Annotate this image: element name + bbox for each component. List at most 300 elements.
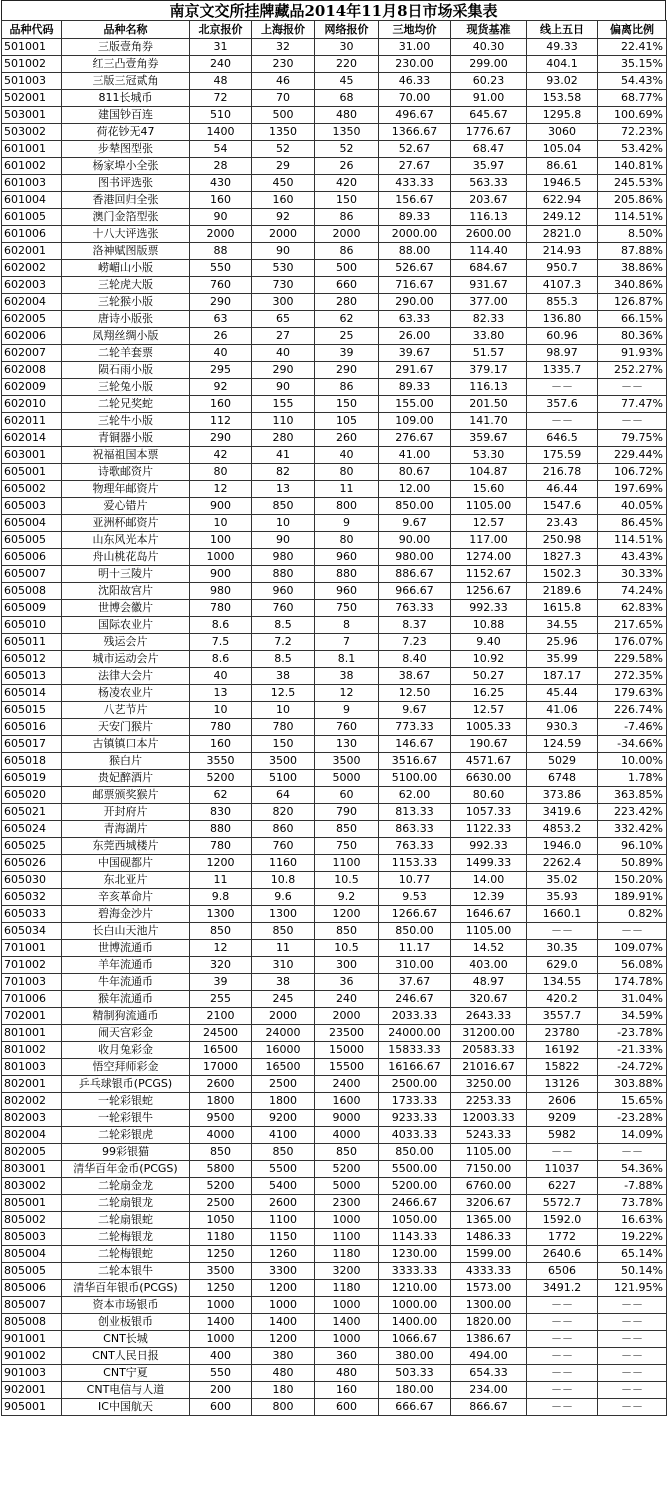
shanghai-price: 2000 (252, 226, 315, 243)
average-price: 89.33 (379, 209, 451, 226)
spot-benchmark: 494.00 (451, 1348, 527, 1365)
online-five-day: 2821.0 (527, 226, 598, 243)
item-name: 杨家埠小全张 (62, 158, 190, 175)
deviation-ratio: 1.78% (598, 770, 667, 787)
item-name: 闹天宫彩金 (62, 1025, 190, 1042)
item-name: 贵妃醉酒片 (62, 770, 190, 787)
item-code: 605001 (2, 464, 62, 481)
beijing-price: 4000 (190, 1127, 252, 1144)
online-price: 1180 (315, 1280, 379, 1297)
deviation-ratio: 126.87% (598, 294, 667, 311)
deviation-ratio: 22.41% (598, 39, 667, 56)
item-code: 602001 (2, 243, 62, 260)
shanghai-price: 310 (252, 957, 315, 974)
item-name: 凤翔丝绸小版 (62, 328, 190, 345)
average-price: 1000.00 (379, 1297, 451, 1314)
spot-benchmark: 141.70 (451, 413, 527, 430)
online-price: 2000 (315, 226, 379, 243)
beijing-price: 92 (190, 379, 252, 396)
spot-benchmark: 15.60 (451, 481, 527, 498)
table-row (2, 90, 667, 107)
item-name: CNT电信与人道 (62, 1382, 190, 1399)
shanghai-price: 2600 (252, 1195, 315, 1212)
beijing-price: 290 (190, 294, 252, 311)
table-row (2, 770, 667, 787)
item-name: 创业板银币 (62, 1314, 190, 1331)
average-price: 9.53 (379, 889, 451, 906)
beijing-price: 7.5 (190, 634, 252, 651)
shanghai-price: 530 (252, 260, 315, 277)
beijing-price: 5200 (190, 770, 252, 787)
online-five-day: 1946.0 (527, 838, 598, 855)
shanghai-price: 5100 (252, 770, 315, 787)
spot-benchmark: 3250.00 (451, 1076, 527, 1093)
table-row (2, 430, 667, 447)
table-row (2, 1246, 667, 1263)
deviation-ratio: 30.33% (598, 566, 667, 583)
column-header: 北京报价 (190, 21, 252, 39)
deviation-ratio: 114.51% (598, 532, 667, 549)
average-price: 9.67 (379, 702, 451, 719)
deviation-ratio: 35.15% (598, 56, 667, 73)
deviation-ratio: 229.44% (598, 447, 667, 464)
online-price: 1000 (315, 1331, 379, 1348)
online-five-day: 950.7 (527, 260, 598, 277)
online-five-day: 855.3 (527, 294, 598, 311)
online-price: 760 (315, 719, 379, 736)
online-price: 4000 (315, 1127, 379, 1144)
item-code: 605015 (2, 702, 62, 719)
average-price: 3516.67 (379, 753, 451, 770)
deviation-ratio: 100.69% (598, 107, 667, 124)
spot-benchmark: 40.30 (451, 39, 527, 56)
average-price: 9.67 (379, 515, 451, 532)
shanghai-price: 180 (252, 1382, 315, 1399)
table-row (2, 1314, 667, 1331)
online-five-day: 93.02 (527, 73, 598, 90)
item-code: 605005 (2, 532, 62, 549)
spot-benchmark: 563.33 (451, 175, 527, 192)
item-name: 清华百年银币(PCGS) (62, 1280, 190, 1297)
beijing-price: 550 (190, 260, 252, 277)
spot-benchmark: 403.00 (451, 957, 527, 974)
item-code: 805003 (2, 1229, 62, 1246)
spot-benchmark: 12003.33 (451, 1110, 527, 1127)
beijing-price: 31 (190, 39, 252, 56)
beijing-price: 160 (190, 736, 252, 753)
item-name: 牛年流通币 (62, 974, 190, 991)
column-header: 品种代码 (2, 21, 62, 39)
shanghai-price: 1350 (252, 124, 315, 141)
table-row (2, 532, 667, 549)
item-code: 605017 (2, 736, 62, 753)
deviation-ratio: 223.42% (598, 804, 667, 821)
average-price: 886.67 (379, 566, 451, 583)
shanghai-price: 5400 (252, 1178, 315, 1195)
online-price: 5000 (315, 1178, 379, 1195)
shanghai-price: 1400 (252, 1314, 315, 1331)
deviation-ratio: 174.78% (598, 974, 667, 991)
deviation-ratio: 87.88% (598, 243, 667, 260)
spot-benchmark: 684.67 (451, 260, 527, 277)
beijing-price: 1200 (190, 855, 252, 872)
item-name: 法律大会片 (62, 668, 190, 685)
item-name: 二轮扇金龙 (62, 1178, 190, 1195)
beijing-price: 72 (190, 90, 252, 107)
table-row (2, 872, 667, 889)
deviation-ratio: 217.65% (598, 617, 667, 634)
online-price: 2000 (315, 1008, 379, 1025)
table-row (2, 260, 667, 277)
table-row (2, 1042, 667, 1059)
average-price: 11.17 (379, 940, 451, 957)
online-price: 300 (315, 957, 379, 974)
table-row (2, 1382, 667, 1399)
item-name: 猴年流通币 (62, 991, 190, 1008)
average-price: 380.00 (379, 1348, 451, 1365)
deviation-ratio: -7.46% (598, 719, 667, 736)
table-row (2, 175, 667, 192)
deviation-ratio: 66.15% (598, 311, 667, 328)
beijing-price: 12 (190, 481, 252, 498)
item-name: 建国钞百连 (62, 107, 190, 124)
online-price: 1200 (315, 906, 379, 923)
item-name: 舟山桃花岛片 (62, 549, 190, 566)
spot-benchmark: 866.67 (451, 1399, 527, 1416)
average-price: 526.67 (379, 260, 451, 277)
online-price: 5000 (315, 770, 379, 787)
item-name: 二轮扇银蛇 (62, 1212, 190, 1229)
spot-benchmark: 6630.00 (451, 770, 527, 787)
spot-benchmark: 1599.00 (451, 1246, 527, 1263)
average-price: 15833.33 (379, 1042, 451, 1059)
shanghai-price: 9200 (252, 1110, 315, 1127)
online-price: 86 (315, 243, 379, 260)
deviation-ratio: 65.14% (598, 1246, 667, 1263)
online-five-day: 3491.2 (527, 1280, 598, 1297)
item-code: 605034 (2, 923, 62, 940)
spot-benchmark: 1573.00 (451, 1280, 527, 1297)
item-code: 901003 (2, 1365, 62, 1382)
average-price: 1210.00 (379, 1280, 451, 1297)
beijing-price: 28 (190, 158, 252, 175)
deviation-ratio: 53.42% (598, 141, 667, 158)
deviation-ratio: －－ (598, 1144, 667, 1161)
item-name: 东莞西城楼片 (62, 838, 190, 855)
item-name: IC中国航天 (62, 1399, 190, 1416)
spot-benchmark: 50.27 (451, 668, 527, 685)
item-name: 爱心错片 (62, 498, 190, 515)
item-code: 501001 (2, 39, 62, 56)
table-row (2, 838, 667, 855)
deviation-ratio: 72.23% (598, 124, 667, 141)
item-name: 二轮梅银龙 (62, 1229, 190, 1246)
item-code: 701001 (2, 940, 62, 957)
average-price: 276.67 (379, 430, 451, 447)
deviation-ratio: 19.22% (598, 1229, 667, 1246)
item-name: 红三凸壹角券 (62, 56, 190, 73)
average-price: 1153.33 (379, 855, 451, 872)
spot-benchmark: 1105.00 (451, 1144, 527, 1161)
deviation-ratio: －－ (598, 1399, 667, 1416)
online-five-day: 175.59 (527, 447, 598, 464)
shanghai-price: 500 (252, 107, 315, 124)
deviation-ratio: 189.91% (598, 889, 667, 906)
online-five-day: 373.86 (527, 787, 598, 804)
spot-benchmark: 1499.33 (451, 855, 527, 872)
item-code: 602006 (2, 328, 62, 345)
online-five-day: 41.06 (527, 702, 598, 719)
spot-benchmark: 91.00 (451, 90, 527, 107)
shanghai-price: 780 (252, 719, 315, 736)
online-price: 660 (315, 277, 379, 294)
online-price: 12 (315, 685, 379, 702)
deviation-ratio: 80.36% (598, 328, 667, 345)
beijing-price: 90 (190, 209, 252, 226)
average-price: 5200.00 (379, 1178, 451, 1195)
item-code: 802002 (2, 1093, 62, 1110)
average-price: 8.37 (379, 617, 451, 634)
beijing-price: 1000 (190, 549, 252, 566)
table-row (2, 668, 667, 685)
average-price: 62.00 (379, 787, 451, 804)
beijing-price: 550 (190, 1365, 252, 1382)
online-price: 960 (315, 583, 379, 600)
online-five-day: 16192 (527, 1042, 598, 1059)
item-code: 602011 (2, 413, 62, 430)
online-five-day: 5572.7 (527, 1195, 598, 1212)
item-code: 702001 (2, 1008, 62, 1025)
item-name: 残运会片 (62, 634, 190, 651)
beijing-price: 5200 (190, 1178, 252, 1195)
spot-benchmark: 190.67 (451, 736, 527, 753)
table-row (2, 73, 667, 90)
average-price: 9233.33 (379, 1110, 451, 1127)
beijing-price: 780 (190, 719, 252, 736)
table-row (2, 889, 667, 906)
online-five-day: 3419.6 (527, 804, 598, 821)
table-row (2, 940, 667, 957)
online-five-day: －－ (527, 379, 598, 396)
shanghai-price: 16000 (252, 1042, 315, 1059)
online-five-day: 49.33 (527, 39, 598, 56)
item-name: 亚洲杯邮资片 (62, 515, 190, 532)
shanghai-price: 1000 (252, 1297, 315, 1314)
spot-benchmark: 299.00 (451, 56, 527, 73)
online-price: 86 (315, 379, 379, 396)
online-five-day: 3060 (527, 124, 598, 141)
deviation-ratio: 79.75% (598, 430, 667, 447)
item-code: 605003 (2, 498, 62, 515)
average-price: 291.67 (379, 362, 451, 379)
online-five-day: 45.44 (527, 685, 598, 702)
online-five-day: 23780 (527, 1025, 598, 1042)
beijing-price: 2500 (190, 1195, 252, 1212)
item-code: 601006 (2, 226, 62, 243)
item-code: 605009 (2, 600, 62, 617)
online-five-day: 1946.5 (527, 175, 598, 192)
average-price: 90.00 (379, 532, 451, 549)
online-five-day: 5029 (527, 753, 598, 770)
online-five-day: 35.99 (527, 651, 598, 668)
beijing-price: 900 (190, 566, 252, 583)
online-five-day: 2640.6 (527, 1246, 598, 1263)
table-row (2, 1178, 667, 1195)
online-five-day: 1827.3 (527, 549, 598, 566)
deviation-ratio: 77.47% (598, 396, 667, 413)
spot-benchmark: 5243.33 (451, 1127, 527, 1144)
item-name: 一轮彩银牛 (62, 1110, 190, 1127)
shanghai-price: 380 (252, 1348, 315, 1365)
average-price: 109.00 (379, 413, 451, 430)
online-price: 850 (315, 923, 379, 940)
item-code: 602002 (2, 260, 62, 277)
spot-benchmark: 1105.00 (451, 923, 527, 940)
market-table (1, 20, 667, 1416)
spot-benchmark: 234.00 (451, 1382, 527, 1399)
item-name: 三轮虎大版 (62, 277, 190, 294)
online-five-day: 2262.4 (527, 855, 598, 872)
online-five-day: 25.96 (527, 634, 598, 651)
average-price: 41.00 (379, 447, 451, 464)
spot-benchmark: 35.97 (451, 158, 527, 175)
table-row (2, 736, 667, 753)
spot-benchmark: 1386.67 (451, 1331, 527, 1348)
shanghai-price: 1200 (252, 1331, 315, 1348)
spot-benchmark: 645.67 (451, 107, 527, 124)
spot-benchmark: 992.33 (451, 838, 527, 855)
average-price: 813.33 (379, 804, 451, 821)
item-code: 805004 (2, 1246, 62, 1263)
table-row (2, 702, 667, 719)
shanghai-price: 820 (252, 804, 315, 821)
average-price: 146.67 (379, 736, 451, 753)
spot-benchmark: 1256.67 (451, 583, 527, 600)
shanghai-price: 860 (252, 821, 315, 838)
deviation-ratio: 10.00% (598, 753, 667, 770)
average-price: 4033.33 (379, 1127, 451, 1144)
deviation-ratio: 226.74% (598, 702, 667, 719)
shanghai-price: 82 (252, 464, 315, 481)
deviation-ratio: 43.43% (598, 549, 667, 566)
item-name: 香港回归全张 (62, 192, 190, 209)
item-code: 605025 (2, 838, 62, 855)
deviation-ratio: 74.24% (598, 583, 667, 600)
table-row (2, 447, 667, 464)
item-name: 山东风光本片 (62, 532, 190, 549)
beijing-price: 10 (190, 702, 252, 719)
average-price: 2466.67 (379, 1195, 451, 1212)
online-five-day: 34.55 (527, 617, 598, 634)
item-code: 601003 (2, 175, 62, 192)
item-code: 605004 (2, 515, 62, 532)
spot-benchmark: 51.57 (451, 345, 527, 362)
beijing-price: 290 (190, 430, 252, 447)
table-row (2, 1399, 667, 1416)
table-row (2, 855, 667, 872)
spot-benchmark: 4571.67 (451, 753, 527, 770)
item-name: 三轮兔小版 (62, 379, 190, 396)
online-price: 8.1 (315, 651, 379, 668)
beijing-price: 1250 (190, 1246, 252, 1263)
average-price: 89.33 (379, 379, 451, 396)
spot-benchmark: 12.57 (451, 702, 527, 719)
shanghai-price: 800 (252, 1399, 315, 1416)
spot-benchmark: 359.67 (451, 430, 527, 447)
deviation-ratio: －－ (598, 1331, 667, 1348)
item-code: 605020 (2, 787, 62, 804)
beijing-price: 13 (190, 685, 252, 702)
online-five-day: 357.6 (527, 396, 598, 413)
item-code: 805007 (2, 1297, 62, 1314)
item-code: 605013 (2, 668, 62, 685)
online-price: 1000 (315, 1212, 379, 1229)
online-price: 240 (315, 991, 379, 1008)
online-five-day: 1772 (527, 1229, 598, 1246)
online-price: 420 (315, 175, 379, 192)
online-price: 2400 (315, 1076, 379, 1093)
beijing-price: 160 (190, 396, 252, 413)
beijing-price: 11 (190, 872, 252, 889)
deviation-ratio: 40.05% (598, 498, 667, 515)
item-name: 资本市场银币 (62, 1297, 190, 1314)
table-row (2, 1297, 667, 1314)
shanghai-price: 4100 (252, 1127, 315, 1144)
spot-benchmark: 1776.67 (451, 124, 527, 141)
deviation-ratio: 252.27% (598, 362, 667, 379)
average-price: 1366.67 (379, 124, 451, 141)
shanghai-price: 10 (252, 702, 315, 719)
item-name: 二轮羊套票 (62, 345, 190, 362)
deviation-ratio: -21.33% (598, 1042, 667, 1059)
item-name: 唐诗小版张 (62, 311, 190, 328)
beijing-price: 760 (190, 277, 252, 294)
online-price: 850 (315, 1144, 379, 1161)
shanghai-price: 90 (252, 379, 315, 396)
beijing-price: 430 (190, 175, 252, 192)
online-price: 86 (315, 209, 379, 226)
shanghai-price: 8.5 (252, 617, 315, 634)
item-name: 洛神赋图版票 (62, 243, 190, 260)
shanghai-price: 3500 (252, 753, 315, 770)
shanghai-price: 70 (252, 90, 315, 107)
average-price: 5500.00 (379, 1161, 451, 1178)
online-price: 1000 (315, 1297, 379, 1314)
online-five-day: 35.02 (527, 872, 598, 889)
deviation-ratio: 179.63% (598, 685, 667, 702)
table-row (2, 1365, 667, 1382)
beijing-price: 200 (190, 1382, 252, 1399)
spot-benchmark: 1122.33 (451, 821, 527, 838)
beijing-price: 24500 (190, 1025, 252, 1042)
shanghai-price: 450 (252, 175, 315, 192)
column-header: 偏离比例 (598, 21, 667, 39)
spot-benchmark: 654.33 (451, 1365, 527, 1382)
online-five-day: －－ (527, 1297, 598, 1314)
spot-benchmark: 20583.33 (451, 1042, 527, 1059)
item-code: 501003 (2, 73, 62, 90)
online-five-day: 214.93 (527, 243, 598, 260)
shanghai-price: 7.2 (252, 634, 315, 651)
online-five-day: 404.1 (527, 56, 598, 73)
deviation-ratio: -34.66% (598, 736, 667, 753)
item-code: 502001 (2, 90, 62, 107)
item-name: 99彩银猫 (62, 1144, 190, 1161)
table-row (2, 328, 667, 345)
spot-benchmark: 1365.00 (451, 1212, 527, 1229)
online-price: 1600 (315, 1093, 379, 1110)
item-code: 605018 (2, 753, 62, 770)
